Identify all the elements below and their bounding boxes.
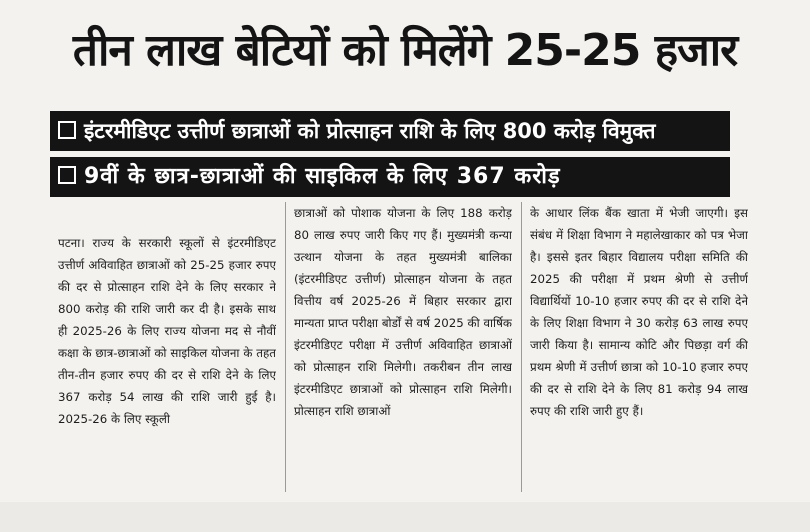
column-1-text: पटना। राज्य के सरकारी स्कूलों से इंटरमीडिएट उत्तीर्ण अविवाहित छात्राओं को 25-25 हजार रुपए की दर से प्रोत्साहन राशि देने के लिए सरकार ने 800 करोड़ की राशि जारी कर दी है। इसके साथ ही 2025-26 के लिए राज्य योजना मद से नौवीं कक्षा के छात्र-छात्राओं को साइकिल योजना के तहत तीन-तीन हजार रुपए की दर से राशि देने के लिए 367 करोड़ 54 लाख की राशि जारी हुई है। 2025-26 के लिए स्कूली <box>58 236 276 426</box>
article-column-2 <box>294 202 512 502</box>
column-divider <box>285 202 286 492</box>
subhead-text-2: 9वीं के छात्र-छात्राओं की साइकिल के लिए 367 करोड़ <box>84 164 561 189</box>
subhead-banner-2 <box>50 157 730 197</box>
article-column-3 <box>530 202 748 502</box>
article-body <box>58 202 758 502</box>
column-2-text: छात्राओं को पोशाक योजना के लिए 188 करोड़ 80 लाख रुपए जारी किए गए हैं। मुख्यमंत्री कन्या उत्थान योजना के तहत मुख्यमंत्री बालिका (इंटरमीडिएट उत्तीर्ण) प्रोत्साहन योजना के तहत वित्तीय वर्ष 2025-26 में बिहार सरकार द्वारा मान्यता प्राप्त परीक्षा बोर्डों से वर्ष 2025 की वार्षिक इंटरमीडिएट परीक्षा में उत्तीर्ण अविवाहित छात्राओं को प्रोत्साहन राशि मिलेगी। तकरीबन तीन लाख इंटरमीडिएट छात्राओं को प्रोत्साहन राशि मिलेगी। प्रोत्साहन राशि छात्राओं <box>294 206 512 418</box>
subhead-text-1: इंटरमीडिएट उत्तीर्ण छात्राओं को प्रोत्साहन राशि के लिए 800 करोड़ विमुक्त <box>84 119 656 143</box>
subhead-banner-1 <box>50 111 730 151</box>
headline: तीन लाख बेटियों को मिलेंगे 25-25 हजार <box>72 25 738 76</box>
article-column-1 <box>58 232 276 532</box>
checkbox-square-icon <box>58 166 76 184</box>
column-3-text: के आधार लिंक बैंक खाता में भेजी जाएगी। इस संबंध में शिक्षा विभाग ने महालेखाकार को पत्र भेजा है। इससे इतर बिहार विद्यालय परीक्षा समिति की 2025 की परीक्षा में प्रथम श्रेणी से उत्तीर्ण विद्यार्थियों 10-10 हजार रुपए की दर से राशि देने के लिए शिक्षा विभाग ने 30 करोड़ 63 लाख रुपए जारी किया है। सामान्य कोटि और पिछड़ा वर्ग की प्रथम श्रेणी में उत्तीर्ण छात्रा को 10-10 हजार रुपए की दर से राशि देने के लिए 81 करोड़ 94 लाख रुपए की राशि जारी हुए हैं। <box>530 206 748 418</box>
checkbox-square-icon <box>58 121 76 139</box>
column-divider <box>521 202 522 492</box>
